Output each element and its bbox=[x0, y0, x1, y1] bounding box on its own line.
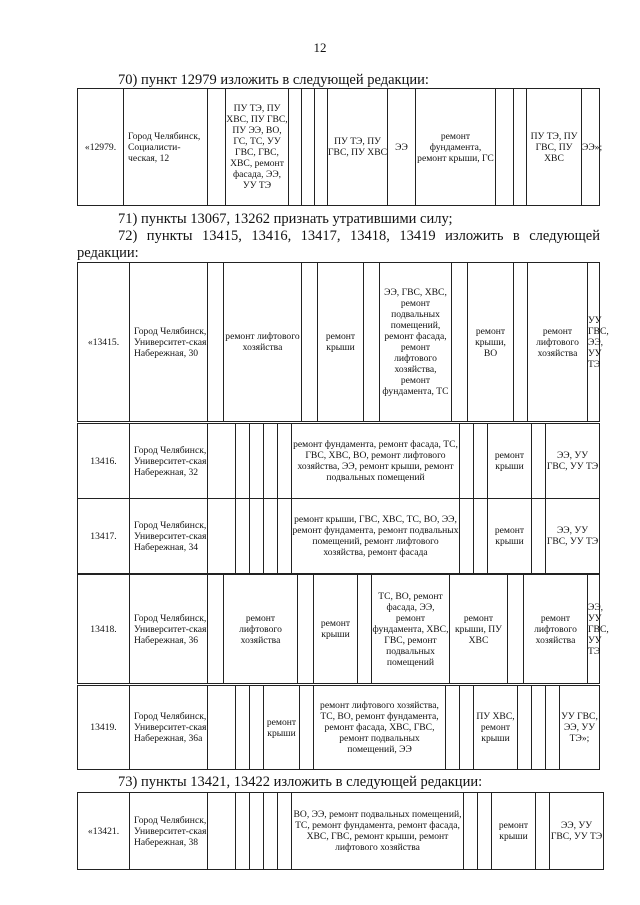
empty-cell bbox=[278, 499, 292, 574]
empty-cell bbox=[496, 89, 514, 206]
address-cell: Город Челябинск, Университет-ская Набережная, 36 bbox=[130, 575, 208, 684]
row-number: 13417. bbox=[78, 499, 130, 574]
address-cell: Город Челябинск, Социалисти-ческая, 12 bbox=[124, 89, 208, 206]
empty-cell bbox=[514, 263, 528, 422]
empty-cell bbox=[264, 424, 278, 499]
works-cell: ремонт лифтового хозяйства bbox=[224, 575, 298, 684]
empty-cell bbox=[452, 263, 468, 422]
empty-cell bbox=[508, 575, 524, 684]
empty-cell bbox=[518, 686, 532, 770]
empty-cell bbox=[208, 263, 224, 422]
empty-cell bbox=[208, 686, 236, 770]
empty-cell bbox=[278, 424, 292, 499]
empty-cell bbox=[264, 793, 278, 870]
empty-cell bbox=[478, 793, 492, 870]
table-13416-13417 bbox=[77, 423, 600, 574]
empty-cell bbox=[250, 793, 264, 870]
works-cell: ЭЭ, УУ ГВС, УУ ТЭ bbox=[546, 499, 600, 574]
empty-cell bbox=[264, 499, 278, 574]
empty-cell bbox=[474, 424, 488, 499]
empty-cell bbox=[532, 424, 546, 499]
address-cell: Город Челябинск, Университет-ская Набережная, 34 bbox=[130, 499, 208, 574]
table-13415 bbox=[77, 262, 609, 422]
table-12979 bbox=[77, 88, 603, 206]
works-cell: ЭЭ»; bbox=[582, 89, 600, 206]
works-cell: ремонт фундамента, ремонт фасада, ТС, ГВС, ХВС, ВО, ремонт лифтового хозяйства, ЭЭ, ремонт крыши, ремонт подвальных помещений bbox=[292, 424, 460, 499]
empty-cell bbox=[446, 686, 460, 770]
empty-cell bbox=[236, 793, 250, 870]
works-cell: ПУ ТЭ, ПУ ГВС, ПУ ХВС bbox=[328, 89, 388, 206]
address-cell: Город Челябинск, Университет-ская Набережная, 30 bbox=[130, 263, 208, 422]
works-cell: ремонт крыши, ВО bbox=[468, 263, 514, 422]
empty-cell bbox=[236, 424, 250, 499]
empty-cell bbox=[208, 424, 236, 499]
item-71-text: 71) пункты 13067, 13262 признать утратившими силу; bbox=[118, 211, 453, 227]
empty-cell bbox=[208, 89, 226, 206]
empty-cell bbox=[536, 793, 550, 870]
works-cell: УУ ГВС, ЭЭ, УУ ТЭ»; bbox=[560, 686, 600, 770]
address-cell: Город Челябинск, Университет-ская Набережная, 32 bbox=[130, 424, 208, 499]
item-72-text: 72) пункты 13415, 13416, 13417, 13418, 13419 изложить в следующей bbox=[118, 228, 600, 244]
works-cell: ЭЭ, ГВС, ХВС, ремонт подвальных помещений, ремонт фасада, ремонт лифтового хозяйства, ремонт фундамента, ТС bbox=[380, 263, 452, 422]
empty-cell bbox=[460, 499, 474, 574]
works-cell: ремонт крыши, ПУ ХВС bbox=[450, 575, 508, 684]
works-cell: ЭЭ, УУ ГВС, УУ ТЭ bbox=[546, 424, 600, 499]
address-cell: Город Челябинск, Университет-ская Набережная, 38 bbox=[130, 793, 208, 870]
address-cell: Город Челябинск, Университет-ская Набережная, 36а bbox=[130, 686, 208, 770]
empty-cell bbox=[236, 499, 250, 574]
empty-cell bbox=[315, 89, 328, 206]
works-cell: ремонт крыши bbox=[318, 263, 364, 422]
empty-cell bbox=[474, 499, 488, 574]
empty-cell bbox=[208, 499, 236, 574]
row-number: «13421. bbox=[78, 793, 130, 870]
table-13418 bbox=[77, 574, 609, 684]
row-number: 13418. bbox=[78, 575, 130, 684]
empty-cell bbox=[464, 793, 478, 870]
works-cell: ВО, ЭЭ, ремонт подвальных помещений, ТС, ремонт фундамента, ремонт фасада, ХВС, ГВС, ремонт крыши, ремонт лифтового хозяйства bbox=[292, 793, 464, 870]
empty-cell bbox=[532, 686, 546, 770]
item-73-text: 73) пункты 13421, 13422 изложить в следующей редакции: bbox=[118, 774, 483, 790]
empty-cell bbox=[546, 686, 560, 770]
works-cell: УУ ГВС, ЭЭ, УУ ТЭ bbox=[588, 263, 600, 422]
works-cell: ремонт крыши bbox=[488, 499, 532, 574]
works-cell: ПУ ТЭ, ПУ ХВС, ПУ ГВС, ПУ ЭЭ, ВО, ГС, ТС, УУ ГВС, ГВС, ХВС, ремонт фасада, ЭЭ, УУ ТЭ bbox=[226, 89, 289, 206]
table-13421 bbox=[77, 792, 604, 870]
table-13419 bbox=[77, 685, 600, 770]
empty-cell bbox=[364, 263, 380, 422]
empty-cell bbox=[358, 575, 372, 684]
empty-cell bbox=[250, 686, 264, 770]
empty-cell bbox=[460, 424, 474, 499]
item-70-text: 70) пункт 12979 изложить в следующей редакции: bbox=[118, 72, 429, 88]
empty-cell bbox=[298, 575, 314, 684]
empty-cell bbox=[302, 263, 318, 422]
row-number: 13419. bbox=[78, 686, 130, 770]
empty-cell bbox=[236, 686, 250, 770]
empty-cell bbox=[514, 89, 527, 206]
works-cell: ремонт лифтового хозяйства bbox=[524, 575, 588, 684]
works-cell: ТС, ВО, ремонт фасада, ЭЭ, ремонт фундамента, ХВС, ГВС, ремонт подвальных помещений bbox=[372, 575, 450, 684]
works-cell: ПУ ТЭ, ПУ ГВС, ПУ ХВС bbox=[527, 89, 582, 206]
empty-cell bbox=[460, 686, 474, 770]
works-cell: ремонт крыши bbox=[492, 793, 536, 870]
works-cell: ремонт лифтового хозяйства, ТС, ВО, ремонт фундамента, ремонт фасада, ХВС, ГВС, ремонт подвальных помещений, ЭЭ bbox=[314, 686, 446, 770]
empty-cell bbox=[250, 499, 264, 574]
empty-cell bbox=[532, 499, 546, 574]
works-cell: ПУ ХВС, ремонт крыши bbox=[474, 686, 518, 770]
works-cell: ремонт фундамента, ремонт крыши, ГС bbox=[416, 89, 496, 206]
empty-cell bbox=[302, 89, 315, 206]
empty-cell bbox=[250, 424, 264, 499]
row-number: «12979. bbox=[78, 89, 124, 206]
empty-cell bbox=[289, 89, 302, 206]
row-number: 13416. bbox=[78, 424, 130, 499]
works-cell: ремонт лифтового хозяйства bbox=[224, 263, 302, 422]
page-number: 12 bbox=[313, 40, 327, 55]
works-cell: ремонт крыши bbox=[264, 686, 300, 770]
works-cell: ремонт крыши, ГВС, ХВС, ТС, ВО, ЭЭ, ремонт фундамента, ремонт подвальных помещений, ремонт лифтового хозяйства, ремонт фасада bbox=[292, 499, 460, 574]
works-cell: ЭЭ, УУ ГВС, УУ ТЭ bbox=[588, 575, 600, 684]
empty-cell bbox=[278, 793, 292, 870]
row-number: «13415. bbox=[78, 263, 130, 422]
works-cell: ЭЭ, УУ ГВС, УУ ТЭ bbox=[550, 793, 604, 870]
works-cell: ремонт лифтового хозяйства bbox=[528, 263, 588, 422]
works-cell: ЭЭ bbox=[388, 89, 416, 206]
empty-cell bbox=[208, 575, 224, 684]
empty-cell bbox=[208, 793, 236, 870]
item-72-text-cont: редакции: bbox=[77, 245, 139, 261]
works-cell: ремонт крыши bbox=[488, 424, 532, 499]
works-cell: ремонт крыши bbox=[314, 575, 358, 684]
empty-cell bbox=[300, 686, 314, 770]
